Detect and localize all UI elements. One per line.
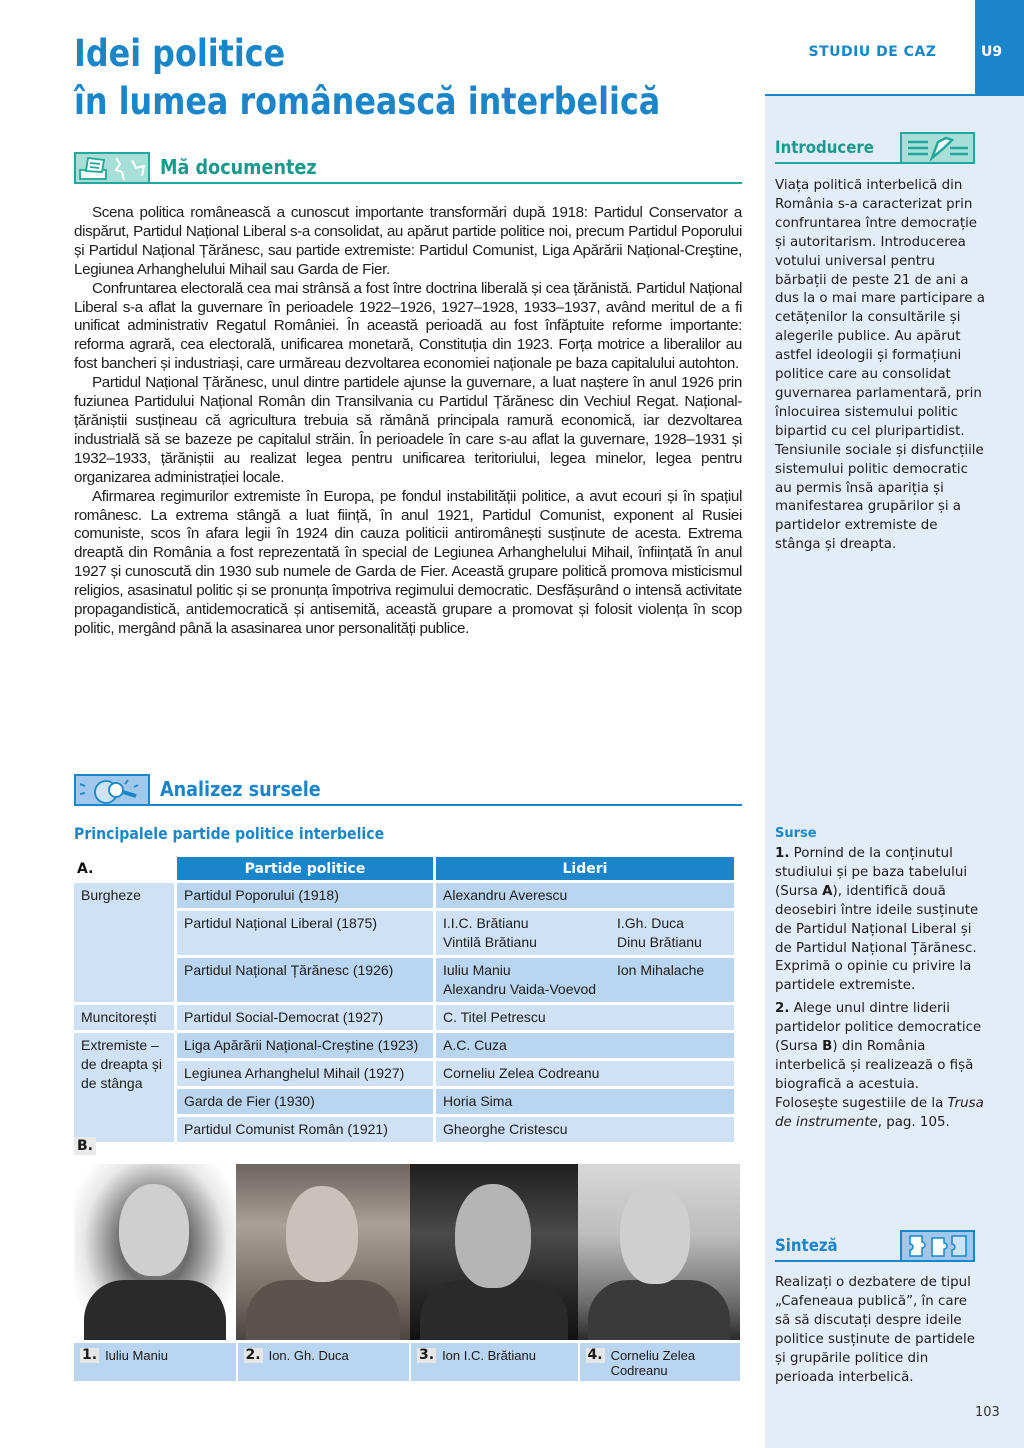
caption-text: Ion I.C. Brătianu: [442, 1348, 537, 1363]
magnifier-globe-icon: [74, 774, 150, 806]
case-study-label: STUDIU DE CAZ: [808, 44, 937, 60]
intro-title: Introducere: [775, 138, 874, 158]
question-1-number: 1.: [775, 846, 790, 861]
synthesis-title: Sinteză: [775, 1236, 838, 1256]
caption-text: Iuliu Maniu: [105, 1348, 168, 1363]
toolkit-reference: Trusa de instrumente: [775, 1095, 984, 1130]
caption-number: 3.: [419, 1347, 435, 1363]
party-cell: Partidul Național Liberal (1875): [177, 911, 433, 955]
question-1-text-b: ), identifică două deosebiri între ideile susținute de Partidul Național Liberal și de Partidul Național Țărănesc. Exprimă o opinie cu privire la partidele extremiste.: [775, 883, 979, 994]
leader-name: I.Gh. Duca: [617, 915, 684, 931]
caption-text: Ion. Gh. Duca: [268, 1348, 349, 1363]
party-cell: Liga Apărării Național-Creștine (1923): [177, 1033, 433, 1058]
source-a-label: A.: [74, 857, 174, 880]
leaders-cell: Corneliu Zelea Codreanu: [436, 1061, 734, 1086]
question-2-text-b: ) din România interbelică și realizează o fișă biografică a acestuia. Folosește sugestiile de la: [775, 1039, 974, 1111]
photo-caption: [238, 1343, 409, 1381]
header-leaders: Lideri: [436, 857, 734, 880]
party-cell: Partidul Comunist Român (1921): [177, 1117, 433, 1142]
leaders-cell: [436, 958, 734, 1002]
caption-number: 2.: [245, 1347, 261, 1363]
source-ref-b: B: [822, 1039, 833, 1055]
party-cell: Garda de Fier (1930): [177, 1089, 433, 1114]
paragraph: Afirmarea regimurilor extremiste în Europa, pe fondul instabilității politice, a avut ecouri și în spațiul românesc. La extrema stângă a luat ființă, în anul 1921, Partidul Comunist, exponent al Rusiei comuniste, scos în afara legii în 1924 din cauza politicii antiromânești susținute de acesta. Extrema dreaptă din România a fost reprezentată în special de Legiunea Arhanghelului Mihail, înființată în anul 1927 și cunoscută din 1930 sub numele de Garda de Fier. Această grupare politică promova misticismul religios, asasinatul politic și se pronunța împotriva regimului democratic. Desfășurând o intensă activitate propagandistică, antidemocratică și antisemită, această grupare a promovat și folosit violența în scop politic, mergând până la asasinarea unor personalități publice.: [74, 487, 742, 637]
paragraph: Scena politica românească a cunoscut importante transformări după 1918: Partidul Conservator a dispărut, Partidul Național Liberal s-a consolidat, au apărut partide politice noi, precum Partidul Poporului și Partidul Național Țărănesc, sau partide extremiste: Partidul Comunist, Liga Apărării Național-Creştine, Legiunea Arhanghelului Mihail sau Garda de Fier.: [74, 204, 742, 278]
source-ref-a: A: [822, 883, 833, 899]
photo-caption: [580, 1343, 741, 1381]
question-2-text-a: Alege unul dintre liderii partidelor politice democratice (Sursa: [775, 1001, 982, 1055]
leader-name: Dinu Brătianu: [617, 934, 702, 950]
intro-paragraph-2: Tensiunile sociale și disfuncțiile sistemului politic democratic au permis însă apariția și manifestarea grupărilor și a partidelor extremiste de stânga și dreapta.: [775, 442, 984, 553]
sources-label: Surse: [775, 826, 817, 841]
party-cell: Partidul Poporului (1918): [177, 883, 433, 908]
hand-writing-icon: [900, 132, 975, 164]
source-b-label: B.: [74, 1137, 96, 1155]
caption-text: Corneliu Zelea Codreanu: [610, 1348, 696, 1378]
leader-name: Alexandru Averescu: [443, 887, 568, 903]
intro-heading: [775, 128, 975, 164]
table-header-row: [74, 857, 734, 880]
leaders-cell: [436, 911, 734, 955]
question-1-text-a: Pornind de la conținutul studiului și pe baza tabelului (Sursa: [775, 846, 968, 899]
page-title: [74, 30, 660, 126]
intro-text: [775, 177, 985, 555]
portrait-photo-duca: [236, 1164, 410, 1340]
document-printer-icon: [74, 152, 150, 184]
leader-name: Ion Mihalache: [617, 962, 705, 978]
title-line-2: în lumea românească interbelică: [74, 80, 661, 123]
portrait-photo-maniu: [74, 1164, 236, 1340]
analysis-heading: [74, 772, 742, 806]
unit-tab: U9: [975, 0, 1024, 94]
caption-number: 1.: [82, 1347, 98, 1363]
documentation-body: [74, 204, 742, 639]
header-parties: Partide politice: [177, 857, 433, 880]
party-cell: Partidul Național Țărănesc (1926): [177, 958, 433, 1002]
intro-paragraph: Viața politică interbelică din România s-a caracterizat prin confruntarea între democrație și autoritarism. Introducerea votului universal pentru bărbații de peste 21 de ani a dus la o mai mare participare a cetățenilor la consultările și alegerile publice. Au apărut astfel ideologii și formațiuni politice care au consolidat guvernarea parlamentară, prin înlocuirea sistemului politic bipartid cu cel pluripartidist.: [775, 178, 985, 439]
category-cell: Extremiste – de dreapta și de stânga: [74, 1033, 174, 1142]
sources-questions: [775, 845, 985, 1137]
documentation-title: Mă documentez: [160, 155, 317, 179]
synthesis-text: Realizați o dezbatere de tipul „Cafeneaua publică”, în care să să discutați despre ideile politice susținute de partidele și grupările politice din perioada interbelică.: [775, 1275, 975, 1385]
paragraph: Confruntarea electorală cea mai strânsă a fost între doctrina liberală și cea țărănistă. Partidul Național Liberal s-a aflat la guvernare în perioadele 1922–1926, 1927–1928, 1933–1937, având meritul de a fi unificat administrativ Regatul României. În această perioadă au fost înfăptuite reforme importante: reforma agrară, cea electorală, unificarea monetară, Constituția din 1923. Forța motrice a liberalilor au fost bancheri și industriași, care urmăreau dezvoltarea economiei naționale pe baza capitalului autohton.: [74, 279, 742, 373]
puzzle-icon: [900, 1230, 975, 1262]
analysis-title: Analizez sursele: [160, 777, 321, 801]
leader-name: Vintilă Brătianu: [443, 934, 537, 950]
leader-name: I.I.C. Brătianu: [443, 915, 529, 931]
paragraph: Partidul Național Țărănesc, unul dintre partidele ajunse la guvernare, a luat naștere în anul 1926 prin fuziunea Partidului Național Român din Transilvania cu Partidul Țărănesc din Vechiul Regat. Național-țărăniștii susțineau că agricultura trebuia să rămână principala ramură economică, iar dezvoltarea industrială să se bazeze pe capitalul străin. În perioadele în care s-au aflat la guvernare, 1928–1931 și 1932–1933, țărăniștii au realizat legea pentru unificarea teritoriului, legea minelor, legea pentru organizarea administrației locale.: [74, 374, 742, 486]
photo-caption: [411, 1343, 578, 1381]
leaders-cell: A.C. Cuza: [436, 1033, 734, 1058]
title-line-1: Idei politice: [74, 32, 286, 75]
party-cell: Legiunea Arhanghelul Mihail (1927): [177, 1061, 433, 1086]
table-row: [74, 1005, 734, 1030]
documentation-heading: [74, 150, 742, 184]
leaders-cell: Gheorghe Cristescu: [436, 1117, 734, 1142]
page-number: 103: [975, 1405, 1000, 1420]
leaders-cell: Horia Sima: [436, 1089, 734, 1114]
leader-name: Iuliu Maniu: [443, 962, 511, 978]
portrait-captions: [74, 1343, 740, 1381]
parties-table: [71, 854, 737, 1145]
table-row: [74, 883, 734, 908]
leaders-cell: [436, 883, 734, 908]
question-2: [775, 1000, 985, 1132]
question-1: [775, 845, 985, 996]
category-cell: Muncitorești: [74, 1005, 174, 1030]
question-2-number: 2.: [775, 1001, 790, 1017]
leaders-cell: C. Titel Petrescu: [436, 1005, 734, 1030]
leader-name: Alexandru Vaida-Voevod: [443, 981, 597, 997]
caption-number: 4.: [587, 1347, 603, 1363]
party-cell: Partidul Social-Democrat (1927): [177, 1005, 433, 1030]
synthesis-heading: [775, 1226, 975, 1262]
table-title: Principalele partide politice interbelice: [74, 824, 385, 843]
question-2-text-c: , pag. 105.: [877, 1114, 950, 1130]
table-row: [74, 1033, 734, 1058]
portrait-photo-bratianu: [410, 1164, 578, 1340]
portrait-photo-codreanu: [578, 1164, 740, 1340]
portrait-gallery: [74, 1164, 740, 1340]
category-cell: Burgheze: [74, 883, 174, 1002]
photo-caption: [74, 1343, 236, 1381]
